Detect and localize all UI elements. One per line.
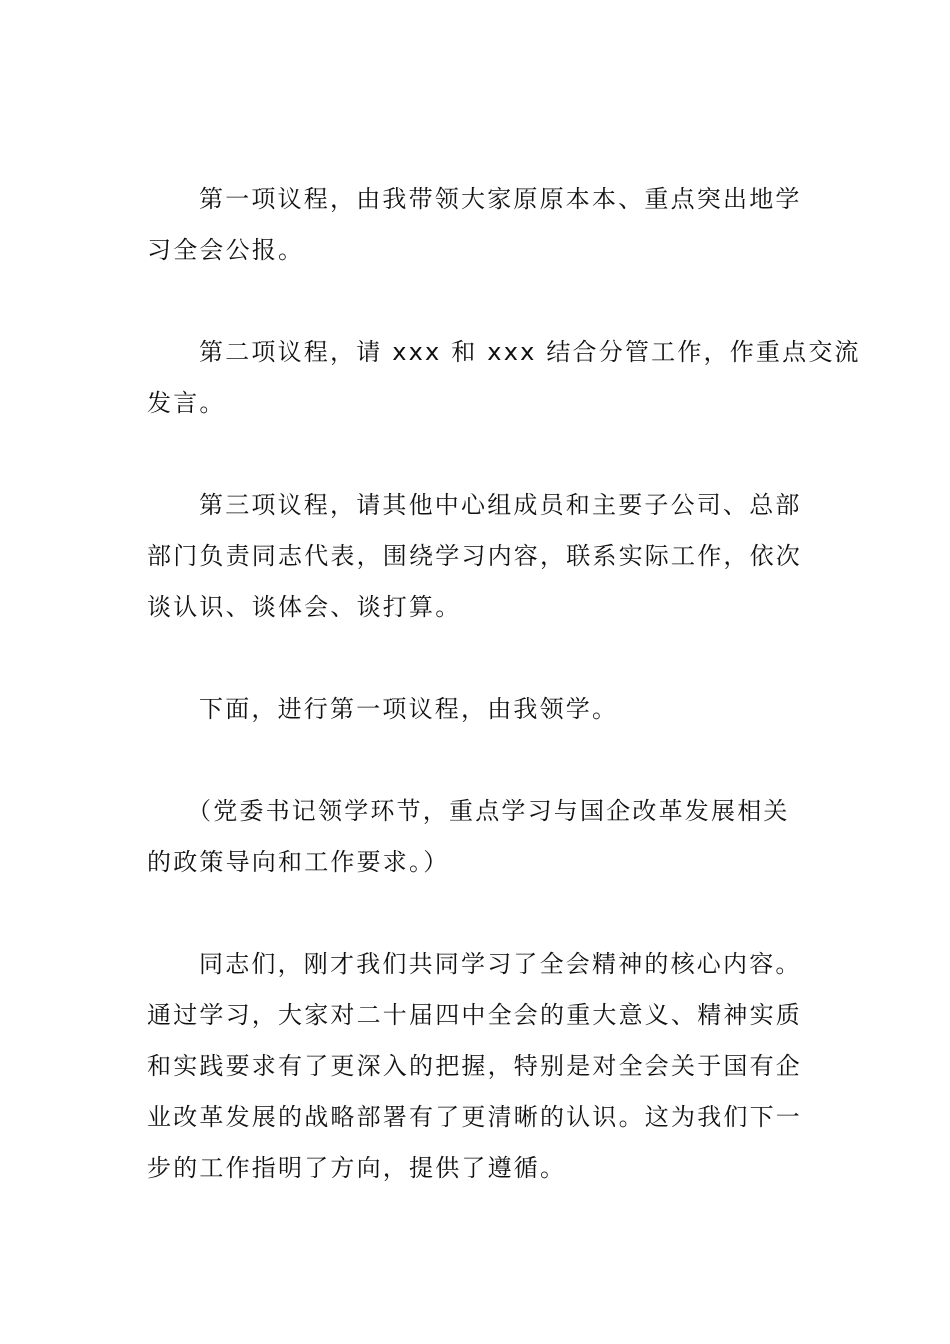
text-line: 步的工作指明了方向，提供了遵循。 [147, 1154, 567, 1182]
paragraph [147, 684, 807, 735]
text-line: 业改革发展的战略部署有了更清晰的认识。这为我们下一 [147, 1103, 802, 1131]
text-line: 谈认识、谈体会、谈打算。 [147, 593, 462, 621]
paragraph [147, 174, 807, 276]
paragraph [147, 480, 807, 633]
text-line: 第三项议程，请其他中心组成员和主要子公司、总部 [199, 491, 802, 519]
paragraph [147, 786, 807, 888]
text-line: 部门负责同志代表，围绕学习内容，联系实际工作，依次 [147, 542, 802, 570]
paragraph [147, 939, 807, 1194]
text-line: （党委书记领学环节，重点学习与国企改革发展相关 [187, 797, 790, 825]
text-line: 习全会公报。 [147, 236, 305, 264]
text-line: 第二项议程，请 xxx 和 xxx 结合分管工作，作重点交流 [199, 338, 861, 366]
text-line: 同志们，刚才我们共同学习了全会精神的核心内容。 [199, 950, 802, 978]
text-line: 下面，进行第一项议程，由我领学。 [199, 695, 619, 723]
text-line: 发言。 [147, 389, 226, 417]
text-line: 通过学习，大家对二十届四中全会的重大意义、精神实质 [147, 1001, 802, 1029]
document-page [147, 174, 861, 1245]
text-line: 的政策导向和工作要求。） [147, 848, 450, 876]
text-line: 和实践要求有了更深入的把握，特别是对全会关于国有企 [147, 1052, 802, 1080]
text-line: 第一项议程，由我带领大家原原本本、重点突出地学 [199, 185, 802, 213]
paragraph [147, 327, 861, 429]
